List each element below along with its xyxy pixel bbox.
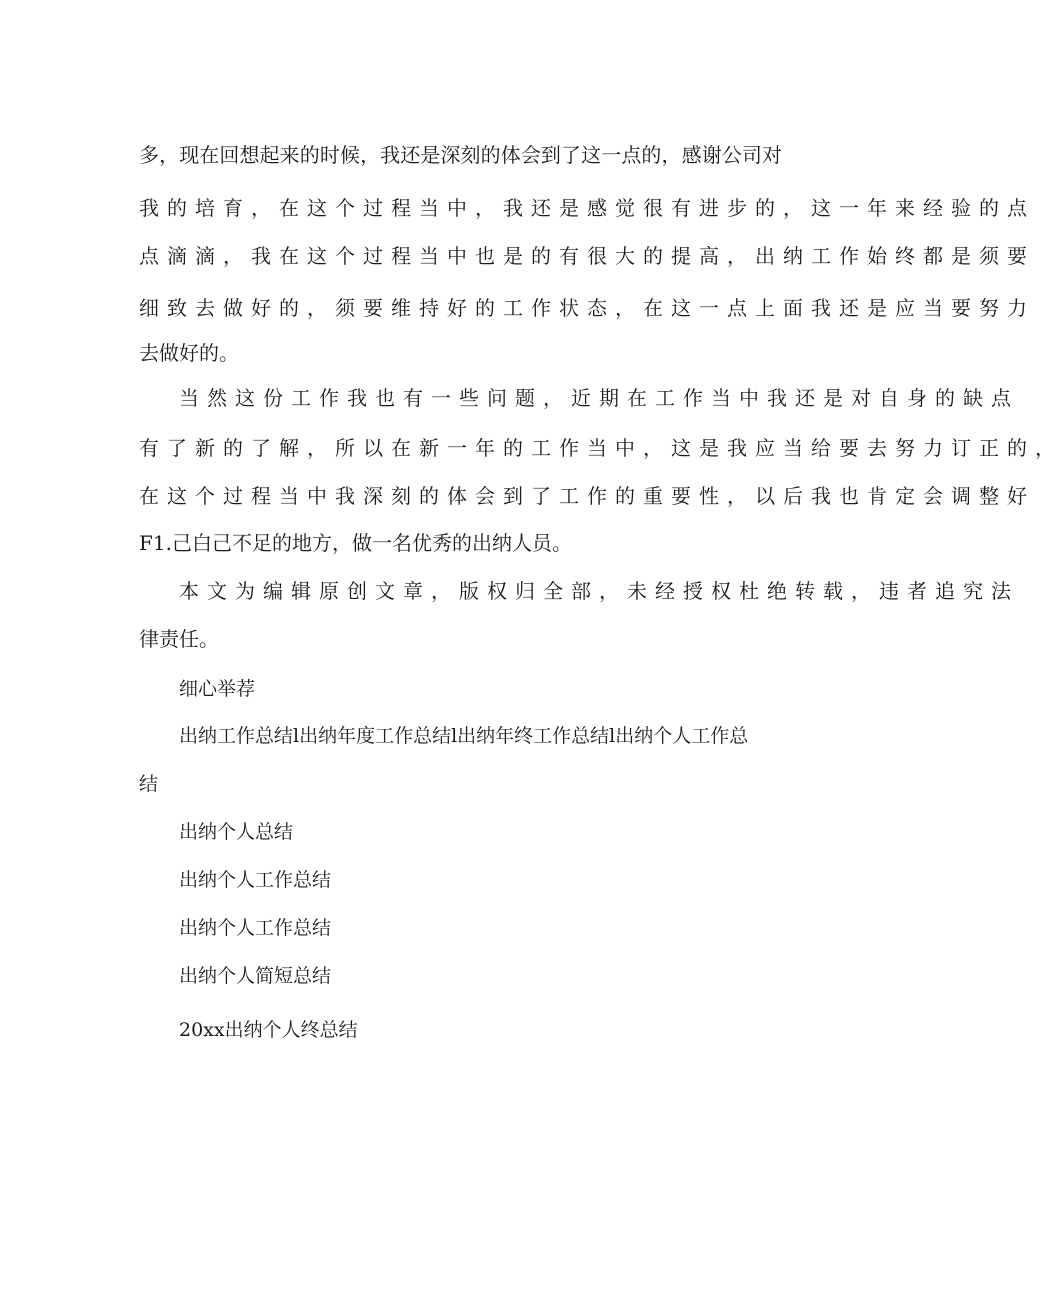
paragraph-2-line-3: 在这个过程当中我深刻的体会到了工作的重要性，以后我也肯定会调整好 [139,484,1035,508]
paragraph-2-line-2: 有了新的了解，所以在新一年的工作当中，这是我应当给要去努力订正的， [139,436,1063,460]
paragraph-1-line-3: 点滴滴，我在这个过程当中也是的有很大的提高，出纳工作始终都是须要 [139,244,1035,268]
recommend-links-line-1[interactable]: 出纳工作总结l出纳年度工作总结l出纳年终工作总结l出纳个人工作总 [179,725,749,747]
recommend-links-line-2[interactable]: 结 [139,773,159,795]
recommend-item-3[interactable]: 出纳个人工作总结 [179,917,332,939]
paragraph-2-line-1: 当然这份工作我也有一些问题，近期在工作当中我还是对自身的缺点 [179,386,1019,410]
paragraph-3-line-1: 本文为编辑原创文章，版权归全部，未经授权杜绝转载，违者追究法 [179,579,1019,603]
recommend-item-5[interactable]: 20xx出纳个人终总结 [179,1019,358,1041]
paragraph-2-line-4: F1.己白己不足的地方，做一名优秀的出纳人员。 [139,531,572,555]
paragraph-1-line-1: 多，现在回想起来的时候，我还是深刻的体会到了这一点的，感谢公司对 [139,143,783,167]
recommend-heading: 细心举荐 [179,678,256,700]
recommend-item-4[interactable]: 出纳个人简短总结 [179,965,332,987]
paragraph-1-line-4: 细致去做好的，须要维持好的工作状态，在这一点上面我还是应当要努力 [139,296,1035,320]
paragraph-1-line-2: 我的培育，在这个过程当中，我还是感觉很有进步的，这一年来经验的点 [139,196,1035,220]
recommend-item-1[interactable]: 出纳个人总结 [179,821,294,843]
recommend-item-2[interactable]: 出纳个人工作总结 [179,869,332,891]
paragraph-3-line-2: 律责任。 [139,627,219,651]
paragraph-1-line-5: 去做好的。 [139,341,239,365]
